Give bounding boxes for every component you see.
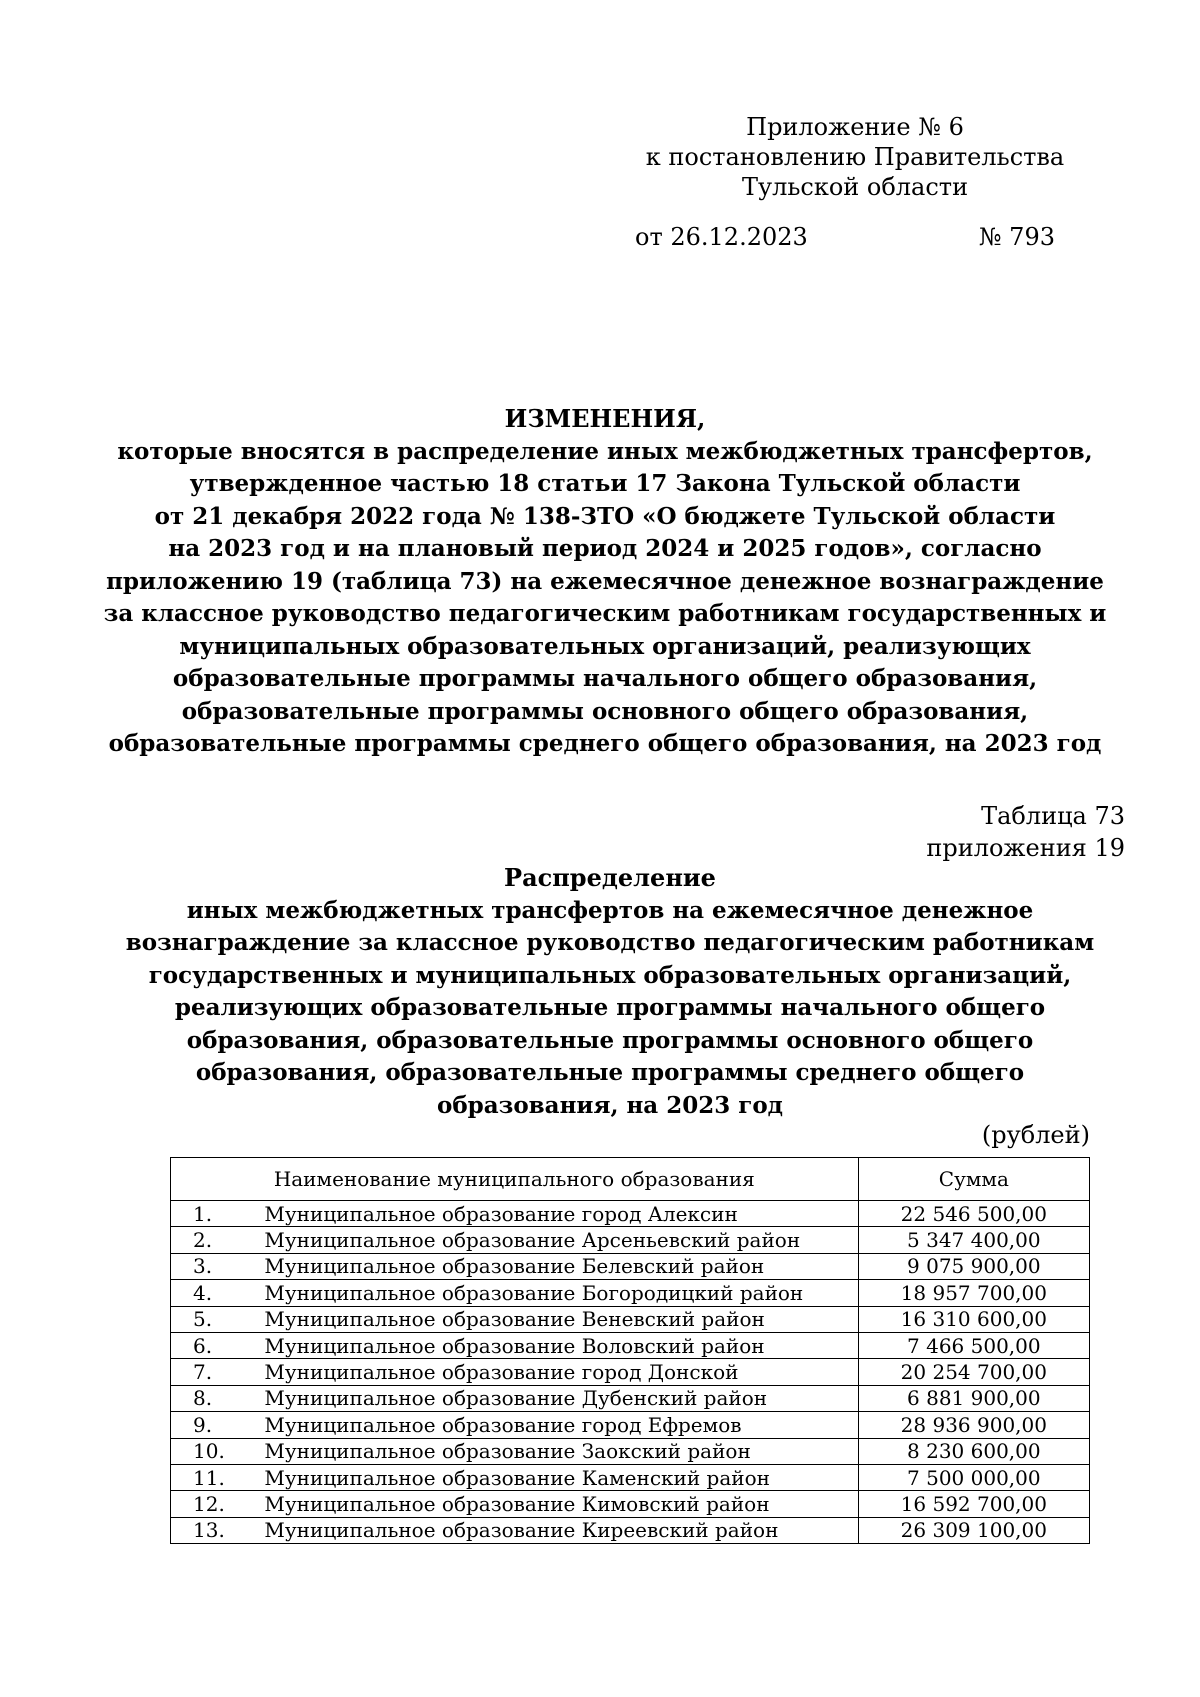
distribution-line: образования, образовательные программы основного общего <box>186 1026 1034 1054</box>
row-number: 9. <box>171 1412 265 1438</box>
row-name: Муниципальное образование город Донской <box>264 1359 858 1385</box>
row-name: Муниципальное образование город Ефремов <box>264 1412 858 1438</box>
changes-line: от 21 декабря 2022 года № 138-ЗТО «О бюджете Тульской области <box>154 502 1056 530</box>
distribution-line: реализующих образовательные программы начального общего <box>174 994 1046 1021</box>
row-sum: 9 075 900,00 <box>858 1253 1089 1279</box>
row-sum: 20 254 700,00 <box>858 1359 1089 1385</box>
row-number: 5. <box>171 1306 265 1332</box>
changes-line: утвержденное частью 18 статьи 17 Закона Тульской области <box>189 470 1021 497</box>
distribution-line: государственных и муниципальных образовательных организаций, <box>148 961 1072 989</box>
row-sum: 6 881 900,00 <box>858 1385 1089 1411</box>
table-row <box>171 1517 1090 1543</box>
changes-line: приложению 19 (таблица 73) на ежемесячное денежное вознаграждение <box>106 567 1104 595</box>
distribution-line: образования, образовательные программы среднего общего <box>195 1059 1025 1086</box>
table-row <box>171 1412 1090 1438</box>
row-name: Муниципальное образование Богородицкий район <box>264 1280 858 1306</box>
changes-line: муниципальных образовательных организаций, реализующих <box>179 632 1031 660</box>
appendix-region: Тульской области <box>741 173 969 201</box>
row-name: Муниципальное образование Белевский район <box>264 1253 858 1279</box>
header-name: Наименование муниципального образования <box>171 1158 859 1201</box>
appendix-title: Приложение № 6 <box>746 113 964 141</box>
table-row <box>171 1280 1090 1306</box>
changes-heading: ИЗМЕНЕНИЯ, <box>504 404 706 433</box>
row-number: 13. <box>171 1517 265 1543</box>
row-number: 10. <box>171 1438 265 1464</box>
row-name: Муниципальное образование город Алексин <box>264 1201 858 1227</box>
header-sum: Сумма <box>858 1158 1089 1201</box>
table-row <box>171 1491 1090 1517</box>
table-row <box>171 1359 1090 1385</box>
table-header-row <box>171 1158 1090 1201</box>
changes-line: за классное руководство педагогическим работникам государственных и <box>103 600 1107 627</box>
row-number: 6. <box>171 1332 265 1358</box>
currency-units: (рублей) <box>981 1121 1090 1149</box>
table-appendix-ref: приложения 19 <box>926 834 1125 862</box>
row-name: Муниципальное образование Каменский район <box>264 1464 858 1490</box>
table-row <box>171 1306 1090 1332</box>
table-body <box>171 1201 1090 1544</box>
changes-line: образовательные программы среднего общего образования, на 2023 год <box>108 730 1102 757</box>
table-row <box>171 1253 1090 1279</box>
changes-line: которые вносятся в распределение иных межбюджетных трансфертов, <box>117 437 1093 465</box>
changes-title <box>90 403 1120 761</box>
distribution-heading: Распределение <box>504 863 716 892</box>
row-sum: 7 466 500,00 <box>858 1332 1089 1358</box>
row-sum: 22 546 500,00 <box>858 1201 1089 1227</box>
row-sum: 16 310 600,00 <box>858 1306 1089 1332</box>
row-sum: 7 500 000,00 <box>858 1464 1089 1490</box>
row-name: Муниципальное образование Кимовский район <box>264 1491 858 1517</box>
row-number: 8. <box>171 1385 265 1411</box>
table-row <box>171 1227 1090 1253</box>
row-sum: 16 592 700,00 <box>858 1491 1089 1517</box>
row-name: Муниципальное образование Заокский район <box>264 1438 858 1464</box>
appendix-header <box>620 112 1090 202</box>
table-row <box>171 1438 1090 1464</box>
row-number: 11. <box>171 1464 265 1490</box>
table-row <box>171 1385 1090 1411</box>
row-number: 2. <box>171 1227 265 1253</box>
row-number: 1. <box>171 1201 265 1227</box>
resolution-number: № 793 <box>978 223 1055 251</box>
distribution-line: вознаграждение за классное руководство педагогическим работникам <box>125 929 1095 956</box>
row-name: Муниципальное образование Арсеньевский район <box>264 1227 858 1253</box>
distribution-line: иных межбюджетных трансфертов на ежемесячное денежное <box>186 896 1034 924</box>
row-name: Муниципальное образование Веневский район <box>264 1306 858 1332</box>
row-number: 4. <box>171 1280 265 1306</box>
table-row <box>171 1464 1090 1490</box>
row-sum: 8 230 600,00 <box>858 1438 1089 1464</box>
row-sum: 26 309 100,00 <box>858 1517 1089 1543</box>
transfers-table <box>170 1157 1090 1544</box>
row-sum: 5 347 400,00 <box>858 1227 1089 1253</box>
row-sum: 18 957 700,00 <box>858 1280 1089 1306</box>
row-number: 3. <box>171 1253 265 1279</box>
changes-line: образовательные программы начального общего образования, <box>172 665 1038 692</box>
table-number: Таблица 73 <box>981 802 1125 830</box>
changes-line: на 2023 год и на плановый период 2024 и 2025 годов», согласно <box>168 535 1042 562</box>
row-name: Муниципальное образование Киреевский район <box>264 1517 858 1543</box>
changes-line: образовательные программы основного общего образования, <box>181 697 1029 725</box>
appendix-resolution: к постановлению Правительства <box>645 143 1065 171</box>
table-reference <box>926 800 1125 864</box>
row-number: 12. <box>171 1491 265 1517</box>
resolution-date-number <box>635 222 1055 252</box>
distribution-title <box>110 862 1110 1122</box>
row-name: Муниципальное образование Дубенский район <box>264 1385 858 1411</box>
table-row <box>171 1332 1090 1358</box>
table-row <box>171 1201 1090 1227</box>
row-sum: 28 936 900,00 <box>858 1412 1089 1438</box>
distribution-line: образования, на 2023 год <box>437 1091 783 1119</box>
row-name: Муниципальное образование Воловский район <box>264 1332 858 1358</box>
resolution-date: от 26.12.2023 <box>635 223 808 251</box>
row-number: 7. <box>171 1359 265 1385</box>
